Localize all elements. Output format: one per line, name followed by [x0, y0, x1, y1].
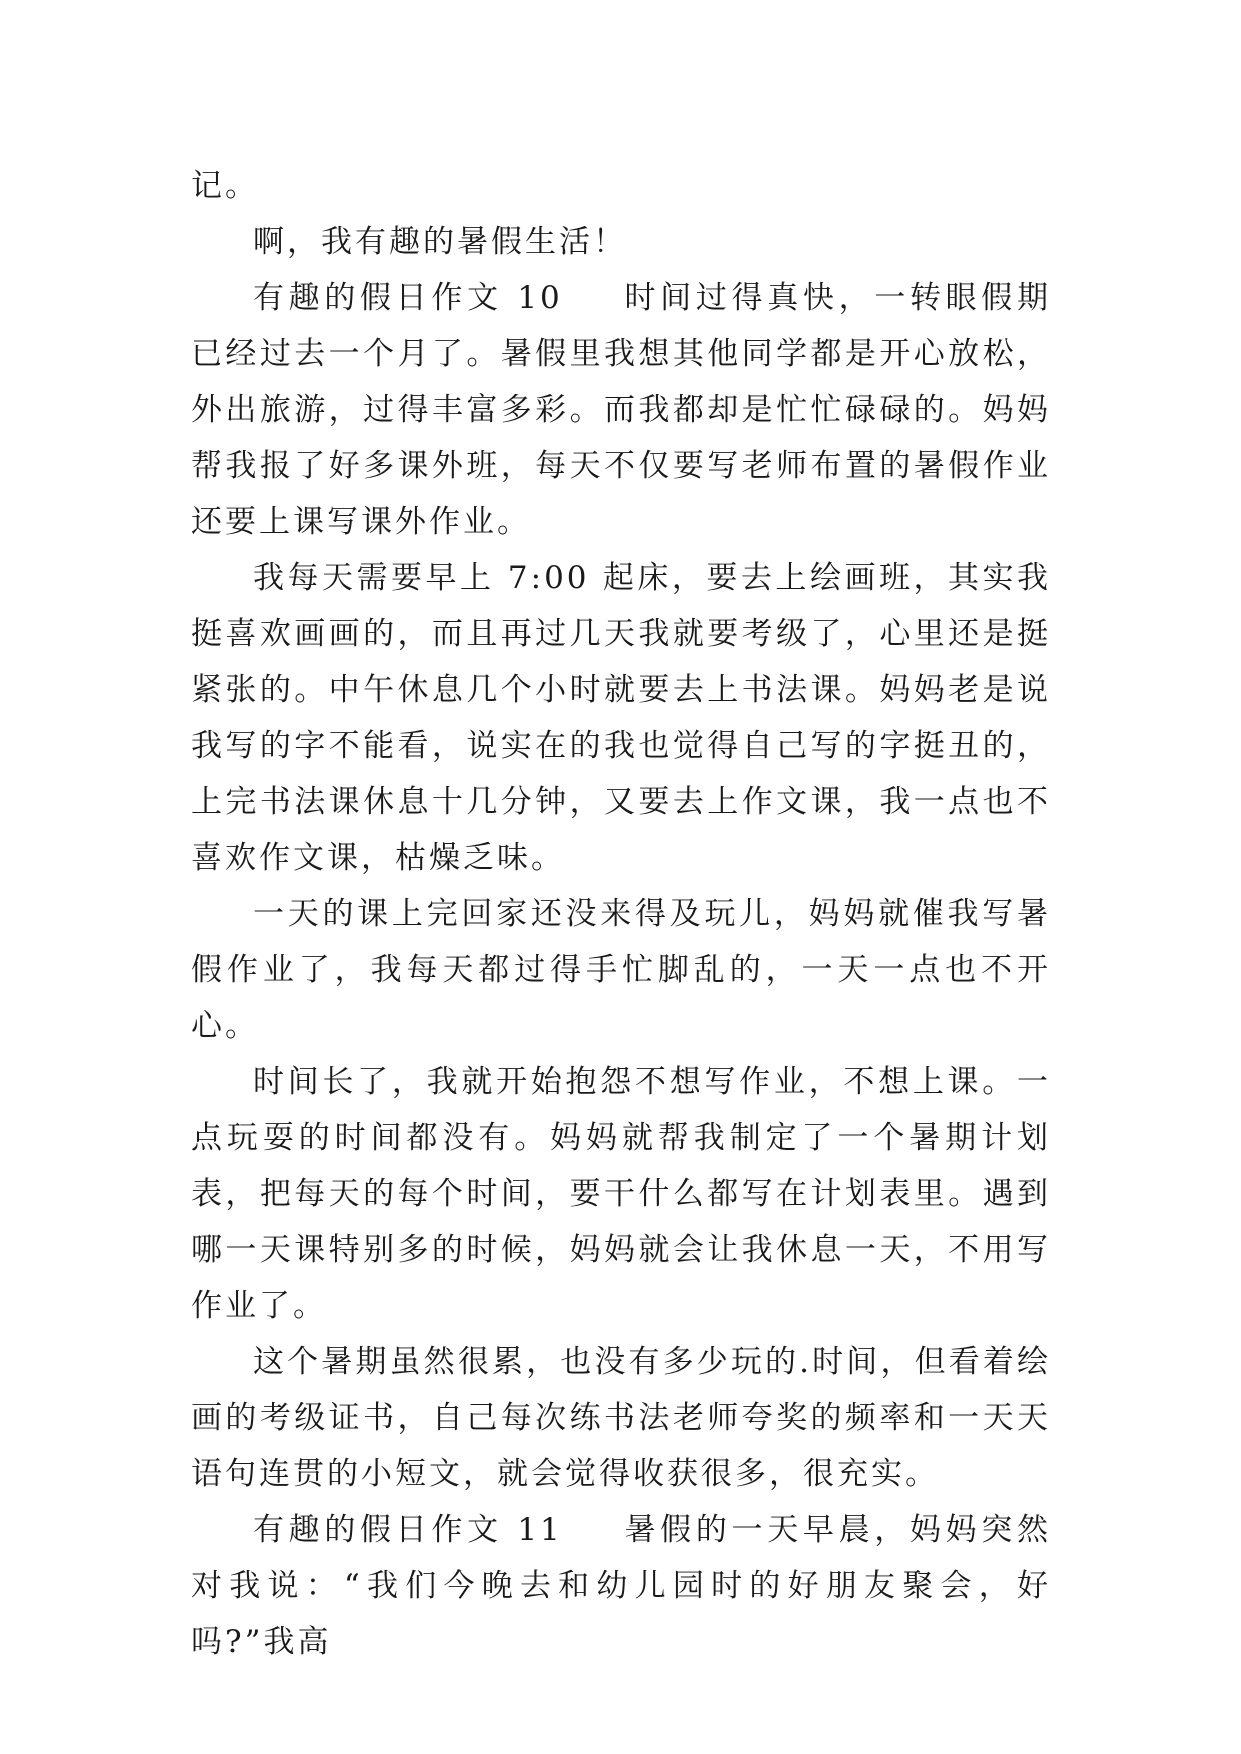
paragraph-text: 我每天需要早上 7:00 起床，要去上绘画班，其实我挺喜欢画画的，而且再过几天我就要考级了，心里还是挺紧张的。中午休息几个小时就要去上书法课。妈妈老是说我写的字不能看，说实在的我也觉得自己写的字挺丑的，上完书法课休息十几分钟，又要去上作文课，我一点也不喜欢作文课，枯燥乏味。: [191, 560, 1051, 876]
paragraph-text: 一天的课上完回家还没来得及玩儿，妈妈就催我写暑假作业了，我每天都过得手忙脚乱的，一天一点也不开心。: [191, 896, 1051, 1044]
paragraph-text: 时间长了，我就开始抱怨不想写作业，不想上课。一点玩耍的时间都没有。妈妈就帮我制定了一个暑期计划表，把每天的每个时间，要干什么都写在计划表里。遇到哪一天课特别多的时候，妈妈就会让我休息一天，不用写作业了。: [191, 1064, 1051, 1324]
paragraph: [191, 1334, 1051, 1502]
document-body: [191, 158, 1051, 1670]
paragraph: [191, 214, 1051, 270]
paragraph-text: 这个暑期虽然很累，也没有多少玩的.时间，但看着绘画的考级证书，自己每次练书法老师夸奖的频率和一天天语句连贯的小短文，就会觉得收获很多，很充实。: [191, 1344, 1051, 1492]
essay-title: 有趣的假日作文 10: [253, 280, 563, 316]
paragraph-text: 啊，我有趣的暑假生活！: [253, 224, 627, 260]
essay-heading-paragraph: [191, 270, 1051, 550]
paragraph: [191, 886, 1051, 1054]
paragraph: [191, 550, 1051, 886]
paragraph-text: 暑假的一天早晨，妈妈突然对我说：“我们今晚去和幼儿园时的好朋友聚会，好吗?”我高: [191, 1512, 1051, 1660]
essay-title: 有趣的假日作文 11: [253, 1512, 563, 1548]
paragraph-text: 记。: [191, 168, 259, 204]
paragraph-text: 时间过得真快，一转眼假期已经过去一个月了。暑假里我想其他同学都是开心放松，外出旅游，过得丰富多彩。而我都却是忙忙碌碌的。妈妈帮我报了好多课外班，每天不仅要写老师布置的暑假作业还要上课写课外作业。: [191, 280, 1051, 540]
essay-heading-paragraph: [191, 1502, 1051, 1670]
paragraph: [191, 158, 1051, 214]
paragraph: [191, 1054, 1051, 1334]
